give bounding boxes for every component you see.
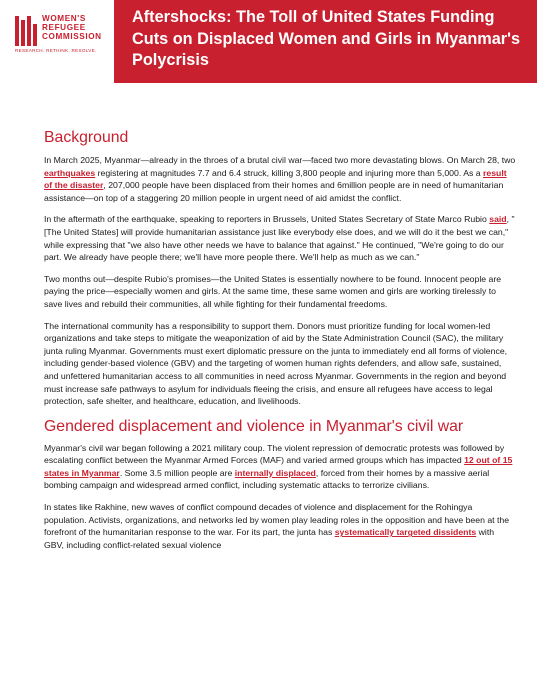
gendered-paragraph-1 [44,442,516,492]
earthquakes-link[interactable]: earthquakes [44,167,96,178]
page-header [0,0,537,83]
twelve-of-fifteen-states-link[interactable]: 12 out of 15 states in Myanmar [44,455,513,478]
logo-tagline: RESEARCH. RETHINK. RESOLVE. [15,48,97,53]
section-heading-background: Background [44,129,129,146]
text-run: In states like Rakhine, new waves of conflict compound decades of violence and displacement for the Rohingya population. Activists, organizations, and networks led by women play leading roles in the opposition and have been at the forefront of the humanitarian response to the war. For its part, the junta has [44,502,510,538]
text-run: . Some 3.5 million people are [119,467,235,478]
background-paragraph-1 [44,154,516,204]
background-paragraph-4: The international community has a responsibility to support them. Donors must prioritize funding for local women-led organizations and take steps to mitigate the weaponization of aid by the State Administration Council (SAC), the military junta ruling Myanmar. Governments must exert diplomatic pressure on the junta to immediately end all forms of violence, including gender-based violence (GBV) and the targeting of women human rights defenders, and allow safe, sustained, and unfettered humanitarian access to all communities in need across Myanmar. Governments in the region and beyond must increase safe pathways to asylum for individuals fleeing the crisis, and ensure all refugees have access to legal protection, safe shelter, and healthcare, education, and livelihoods. [44,320,508,407]
logo-line-1: WOMEN'S [42,14,86,23]
logo-line-2: REFUGEE [42,23,86,33]
text-run: In March 2025, Myanmar—already in the throes of a brutal civil war—faced two more devastating blows. On March 28, two [44,155,516,165]
text-run: , 207,000 people have been displaced from their homes and 6million people are in need of humanitarian assistance—on top of a staggering 20 million people in urgent need of aid amidst the conflict. [44,180,504,203]
text-run: , "[The United States] will provide humanitarian assistance just like everybody else does, and we will do it the best we can," while expressing that "we also have other needs we have to balance that against." He continued, "We're going to do our part. We already have people there; we'll have more people there. We'll help as much as we can." [44,214,515,263]
gendered-paragraph-2 [44,501,516,551]
text-run: , forced from their homes by a massive aerial bombing campaign and widespread armed conflict, including systematic attacks to terrorize civilians. [44,467,490,491]
title-band [114,0,537,83]
result-of-disaster-link[interactable]: result of the disaster [44,167,507,191]
internally-displaced-link[interactable]: internally displaced [234,467,316,478]
rubio-said-link[interactable]: said [489,214,507,225]
text-run: In the aftermath of the earthquake, speaking to reporters in Brussels, United States Secretary of State Marco Rubio [44,214,490,225]
systematically-targeted-dissidents-link[interactable]: systematically targeted dissidents [334,527,477,538]
text-run: registering at magnitudes 7.7 and 6.4 struck, killing 3,800 people and injuring more than 5,000. As a [95,167,483,178]
text-run: with GBV, including conflict-related sexual violence [44,527,495,550]
text-run: Myanmar's civil war began following a 2021 military coup. The violent repression of democratic protests was followed by escalating conflict between the Myanmar Armed Forces (MAF) and varied armed groups which has impacted [44,442,505,466]
main-content [44,128,516,560]
background-paragraph-3: Two months out—despite Rubio's promises—the United States is essentially nowhere to be found. Innocent people are paying the price—especially women and girls. At the same time, these same women and girls are working tirelessly to save lives and rebuild their communities, all while fighting for their fundamental freedoms. [44,273,502,309]
wrc-logo [15,14,123,54]
background-paragraph-2 [44,213,516,263]
logo-bars-icon [15,16,39,46]
page-title: Aftershocks: The Toll of United States Funding Cuts on Displaced Women and Girls in Myanmar's Polycrisis [132,8,521,69]
section-heading-gendered: Gendered displacement and violence in Myanmar's civil war [44,417,464,435]
logo-line-3: COMMISSION [42,32,102,42]
